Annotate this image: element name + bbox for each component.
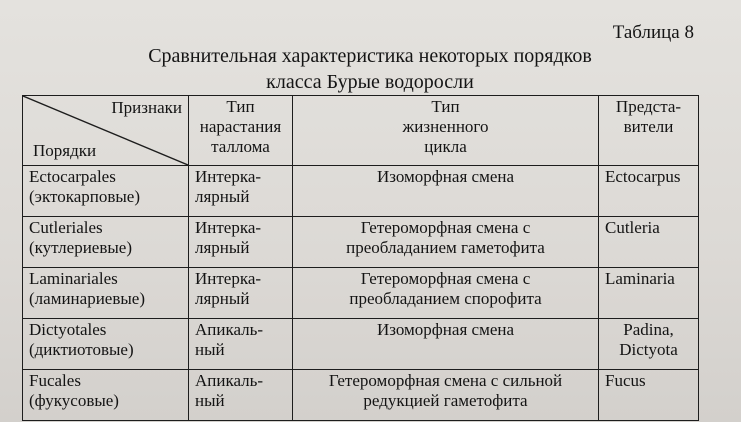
cycle-line-2: редукцией гаметофита [363,391,528,410]
table-row-ectocarpales [23,166,699,217]
rep-line-1: Cutleria [605,218,660,237]
growth-line-2: лярный [195,187,250,206]
order-latin: Cutleriales [29,218,103,237]
growth-cell [189,166,293,217]
header-cycle-line-3: цикла [424,137,467,156]
table-row-fucales [23,370,699,421]
order-cell [23,217,189,268]
rep-line-2: Dictyota [619,340,678,359]
life-cycle-cell [293,319,599,370]
cycle-line-1: Изоморфная смена [376,167,515,186]
table-row-cutleriales [23,217,699,268]
representatives-cell [599,166,699,217]
table-number: Таблица 8 [612,22,694,43]
cycle-line-2: преобладанием гаметофита [346,238,545,257]
growth-cell [189,268,293,319]
order-cell [23,166,189,217]
order-latin: Ectocarpales [29,167,116,186]
growth-line-2: лярный [195,238,250,257]
growth-line-1: Интерка- [195,269,262,288]
growth-line-2: ный [195,391,225,410]
cycle-line-2: преобладанием спорофита [349,289,542,308]
order-latin: Laminariales [29,269,118,288]
order-latin: Dictyotales [29,320,107,339]
cycle-line-1: Гетероморфная смена с [360,269,531,288]
header-life-cycle [293,96,599,166]
header-representatives [599,96,699,166]
order-russian: (кутлериевые) [29,238,133,257]
diagonal-header-cell [23,96,189,166]
rep-line-1: Ectocarpus [605,167,681,186]
order-cell [23,370,189,421]
representatives-cell [599,217,699,268]
growth-cell [189,217,293,268]
table-title-line-2: класса Бурые водоросли [266,71,474,93]
header-cycle-line-2: жизненного [402,117,489,136]
header-cycle-line-1: Тип [431,97,460,116]
table-row-dictyotales [23,319,699,370]
order-latin: Fucales [29,371,81,390]
growth-line-1: Апикаль- [195,371,264,390]
growth-line-2: ный [195,340,225,359]
cycle-line-1: Изоморфная смена [376,320,515,339]
life-cycle-cell [293,268,599,319]
table-row-laminariales [23,268,699,319]
growth-cell [189,319,293,370]
header-orders: Порядки [33,141,97,160]
representatives-cell [599,370,699,421]
order-russian: (эктокарповые) [29,187,140,206]
header-growth-type [189,96,293,166]
order-cell [23,319,189,370]
header-signs: Признаки [111,98,182,117]
representatives-cell [599,319,699,370]
growth-line-2: лярный [195,289,250,308]
rep-line-1: Fucus [605,371,646,390]
table-title-line-1: Сравнительная характеристика некоторых порядков [148,45,592,67]
header-rep-line-1: Предста- [615,97,682,116]
orders-comparison-table [22,95,699,421]
header-rep-line-2: вители [623,117,674,136]
order-russian: (диктиотовые) [29,340,134,359]
life-cycle-cell [293,166,599,217]
order-russian: (фукусовые) [29,391,119,410]
table-header-row [23,96,699,166]
order-cell [23,268,189,319]
header-growth-line-2: нарастания [199,117,282,136]
growth-line-1: Интерка- [195,167,262,186]
growth-line-1: Интерка- [195,218,262,237]
life-cycle-cell [293,370,599,421]
header-growth-line-1: Тип [226,97,255,116]
growth-cell [189,370,293,421]
representatives-cell [599,268,699,319]
cycle-line-1: Гетероморфная смена с [360,218,531,237]
order-russian: (ламинариевые) [29,289,145,308]
rep-line-1: Laminaria [605,269,675,288]
header-growth-line-3: таллома [211,137,270,156]
growth-line-1: Апикаль- [195,320,264,339]
cycle-line-1: Гетероморфная смена с сильной [328,371,563,390]
rep-line-1: Padina, [623,320,674,339]
life-cycle-cell [293,217,599,268]
